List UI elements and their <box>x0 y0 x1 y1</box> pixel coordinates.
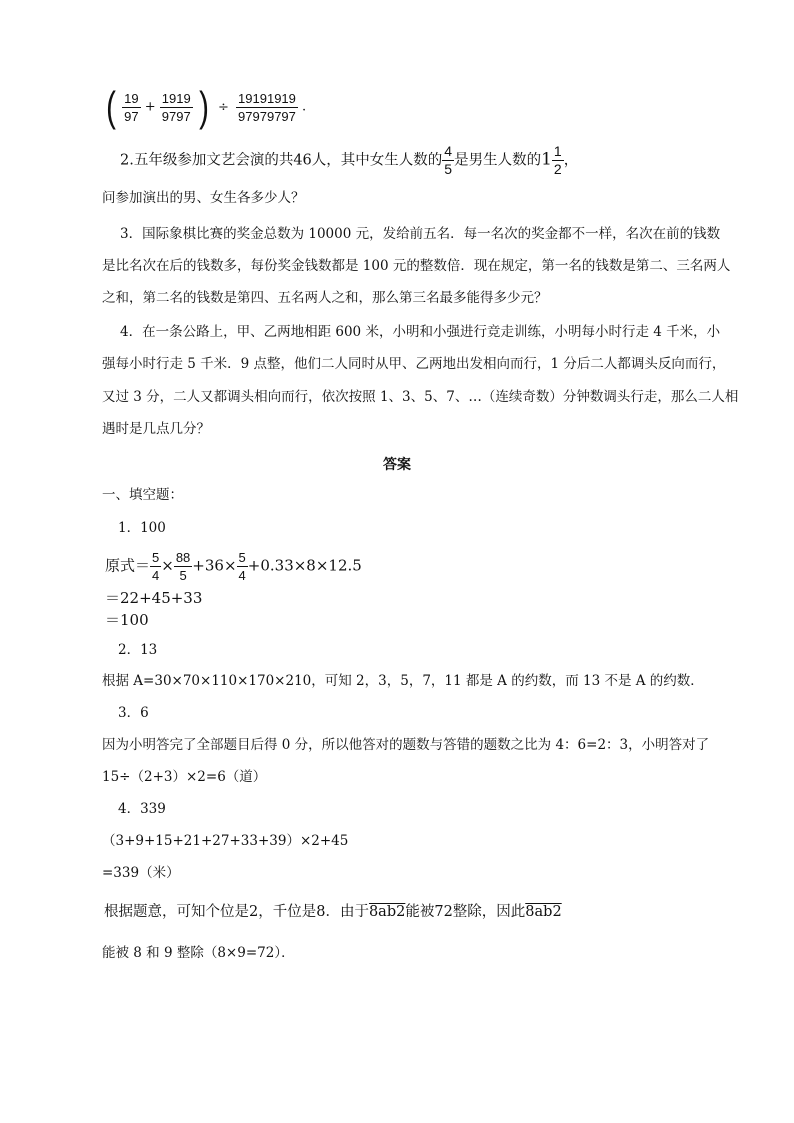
plus-sign: + <box>144 99 156 115</box>
answer-4-line-2: =339（米） <box>102 865 180 881</box>
fraction-19191919-97979797: $\frac{19191919}{97979797}$ <box>238 90 296 124</box>
fraction-5-4: $\frac{5}{4}$ <box>152 550 160 583</box>
fraction-expression <box>104 83 307 130</box>
fraction-88-5: $\frac{88}{5}$ <box>175 550 191 583</box>
answer-1-line-2: ＝22+45+33 <box>105 589 203 607</box>
question-2-line-1: 2.五年级参加文艺会演的共46人，其中女生人数的 $\frac{4}{5}$ 是男生人数的1 $\frac{1}{2}$ ， <box>120 143 579 177</box>
answer-1-line-1: 原式＝ $\frac{5}{4}$ × $\frac{88}{5}$ +36× $\frac{5}{4}$ +0.33×8×12.5 <box>105 550 362 583</box>
answer-3-line-1: 因为小明答完了全部题目后得 0 分，所以他答对的题数与答错的题数之比为 4：6=2：3，小明答对了 <box>102 737 710 753</box>
question-4-line-3: 又过 3 分，二人又都调头相向而行，依次按照 1、3、5、7、…（连续奇数）分钟数调头行走，那么二人相 <box>102 389 739 405</box>
fraction-5-4-b: $\frac{5}{4}$ <box>238 550 246 583</box>
answers-title: 答案 <box>383 457 411 473</box>
question-2-line-2: 问参加演出的男、女生各多少人？ <box>102 190 305 206</box>
answer-2-head: 2．13 <box>118 642 158 658</box>
answer-1-line-3: ＝100 <box>105 611 149 629</box>
answer-5-line-1: 根据题意，可知个位是2，千位是8．由于8ab2能被72整除，因此8ab2 <box>104 904 562 920</box>
left-paren: ( <box>106 83 116 130</box>
answer-3-line-2: 15÷（2+3）×2=6（道） <box>102 769 267 785</box>
answer-3-head: 3．6 <box>118 705 149 721</box>
fraction-1-2: $\frac{1}{2}$ <box>553 143 562 177</box>
answer-5-line-2: 能被 8 和 9 整除（8×9=72）． <box>102 945 295 961</box>
answer-4-head: 4．339 <box>118 801 166 817</box>
answer-4-line-1: （3+9+15+21+27+33+39）×2+45 <box>102 833 349 849</box>
answer-2-text: 根据 A=30×70×110×170×210，可知 2，3，5，7，11 都是 A 的约数，而 13 不是 A 的约数． <box>102 673 704 689</box>
section-fill-in: 一、填空题： <box>102 487 183 503</box>
question-3-line-2: 是比名次在后的钱数多，每份奖金钱数都是 100 元的整数倍．现在规定，第一名的钱数是第二、三名两人 <box>102 258 731 274</box>
question-4-line-4: 遇时是几点几分？ <box>102 421 210 437</box>
question-3-line-3: 之和，第二名的钱数是第四、五名两人之和，那么第三名最多能得多少元？ <box>102 290 548 306</box>
fraction-19-97: $\frac{19}{97}$ <box>124 90 139 124</box>
question-4-line-1: 4．在一条公路上，甲、乙两地相距 600 米，小明和小强进行竞走训练，小明每小时行走 4 千米，小 <box>120 324 721 340</box>
expression-period: . <box>302 99 307 115</box>
answer-1-head: 1．100 <box>118 520 166 536</box>
number-8ab2-overline: 8ab2 <box>368 904 406 920</box>
right-paren: ) <box>198 83 209 130</box>
number-8ab2-overline-2: 8ab2 <box>525 904 562 920</box>
question-4-line-2: 强每小时行走 5 千米．9 点整，他们二人同时从甲、乙两地出发相向而行，1 分后二人都调头反向而行， <box>102 356 726 372</box>
divide-sign: ÷ <box>218 99 229 115</box>
fraction-4-5: $\frac{4}{5}$ <box>444 143 453 177</box>
fraction-1919-9797: $\frac{1919}{9797}$ <box>161 90 191 124</box>
question-3-line-1: 3．国际象棋比赛的奖金总数为 10000 元，发给前五名．每一名次的奖金都不一样，名次在前的钱数 <box>120 226 721 242</box>
